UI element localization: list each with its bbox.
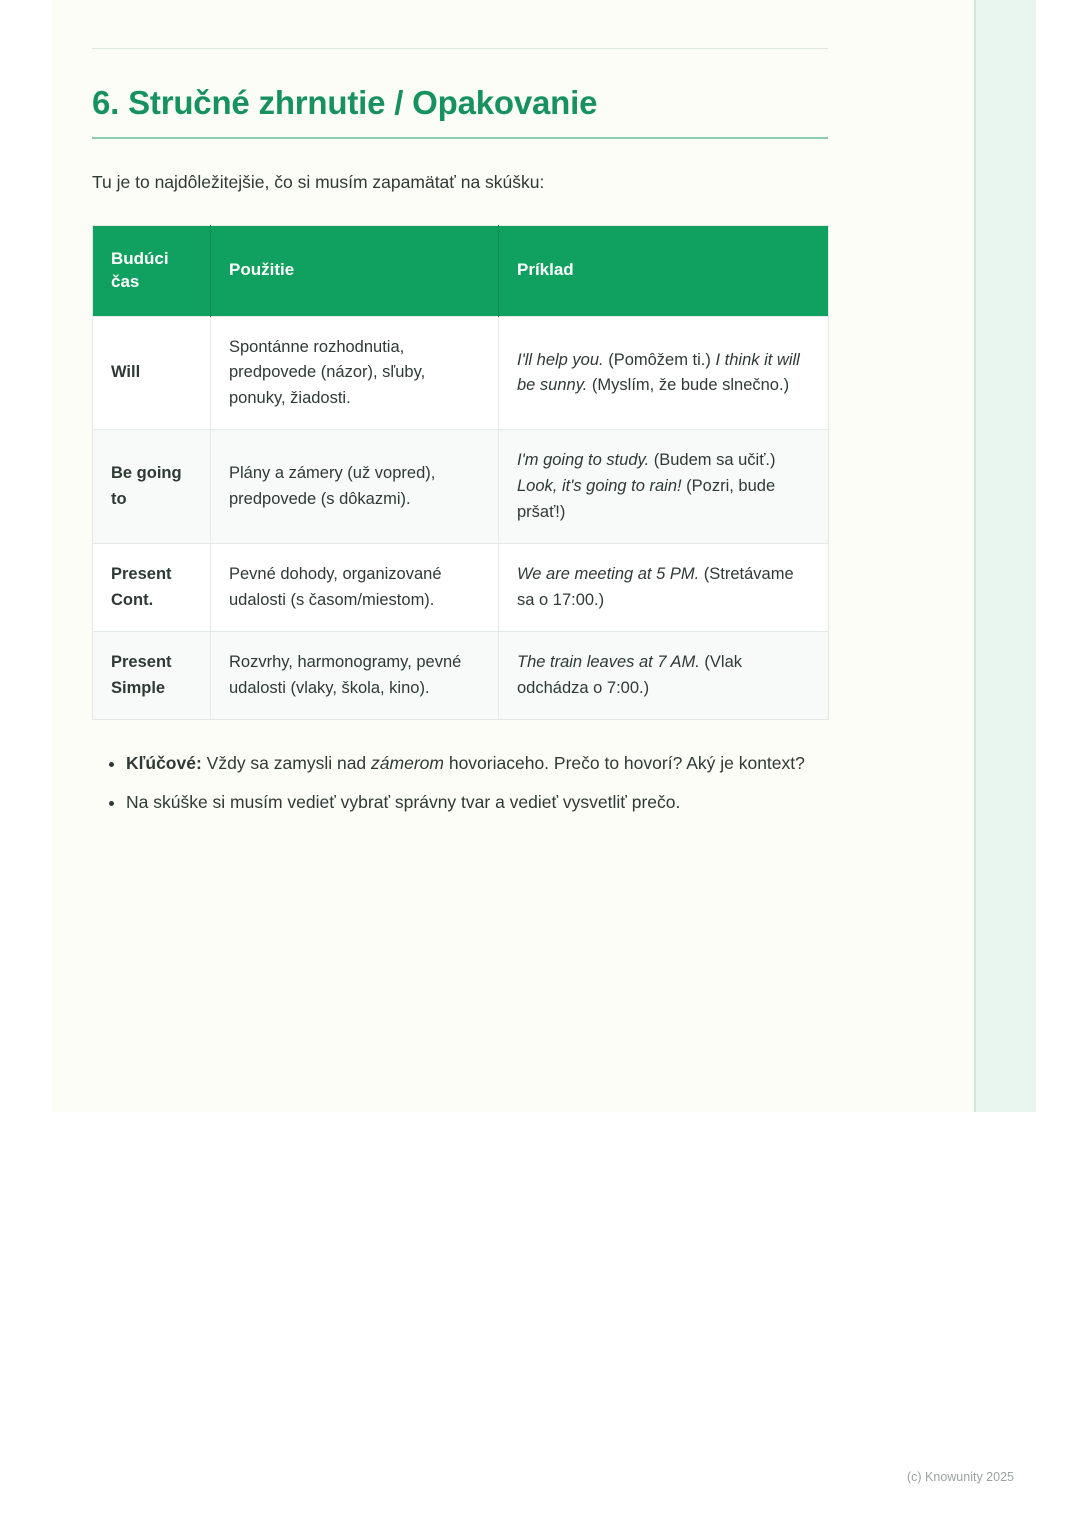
example-italic-1: We are meeting at 5 PM. bbox=[517, 565, 700, 584]
table-header bbox=[93, 225, 829, 316]
cell-example bbox=[499, 316, 829, 430]
note-content bbox=[92, 48, 828, 829]
example-plain-1: (Pomôžem ti.) bbox=[603, 350, 716, 369]
list-item bbox=[126, 789, 828, 816]
example-italic-1: I'll help you. bbox=[517, 350, 604, 369]
cell-usage: Spontánne rozhodnutia, predpovede (názor), sľuby, ponuky, žiadosti. bbox=[211, 316, 499, 430]
title-divider bbox=[92, 137, 828, 139]
summary-table bbox=[92, 225, 829, 721]
cell-usage: Rozvrhy, harmonogramy, pevné udalosti (vlaky, škola, kino). bbox=[211, 632, 499, 720]
example-plain-1: (Stretávame sa o 17:00.) bbox=[517, 565, 794, 609]
cell-example bbox=[499, 544, 829, 632]
accent-side-strip bbox=[974, 0, 1036, 1112]
note-sheet bbox=[52, 0, 1036, 1112]
table-row bbox=[93, 430, 829, 544]
cell-usage: Pevné dohody, organizované udalosti (s časom/miestom). bbox=[211, 544, 499, 632]
example-italic-2: Look, it's going to rain! bbox=[517, 476, 682, 495]
list-item bbox=[126, 750, 828, 777]
example-plain-2: (Myslím, že bude slnečno.) bbox=[587, 376, 790, 395]
example-italic-1: The train leaves at 7 AM. bbox=[517, 653, 700, 672]
intro-paragraph: Tu je to najdôležitejšie, čo si musím zapamätať na skúšku: bbox=[92, 171, 545, 192]
cell-tense: Be going to bbox=[93, 430, 211, 544]
table-row bbox=[93, 544, 829, 632]
example-italic-2: I think it will be sunny. bbox=[517, 350, 800, 395]
note-bold: Kľúčové: bbox=[126, 753, 202, 774]
notes-list bbox=[92, 750, 828, 816]
table-row bbox=[93, 632, 829, 720]
top-divider bbox=[92, 48, 828, 49]
cell-tense: Present Simple bbox=[93, 632, 211, 720]
cell-example bbox=[499, 430, 829, 544]
example-plain-1: (Budem sa učiť.) bbox=[649, 451, 776, 470]
column-header-tense: Budúci čas bbox=[93, 225, 211, 316]
table-row bbox=[93, 316, 829, 430]
cell-example bbox=[499, 632, 829, 720]
table-body bbox=[93, 316, 829, 720]
column-header-usage: Použitie bbox=[211, 225, 499, 316]
example-plain-2: (Pozri, bude pršať!) bbox=[517, 476, 776, 521]
cell-tense: Will bbox=[93, 316, 211, 430]
table-header-row bbox=[93, 225, 829, 316]
note-text-1: Na skúške si musím vedieť vybrať správny tvar a vedieť vysvetliť prečo. bbox=[126, 792, 681, 813]
cell-tense: Present Cont. bbox=[93, 544, 211, 632]
copyright-footer: (c) Knowunity 2025 bbox=[906, 1470, 1014, 1484]
example-plain-1: (Vlak odchádza o 7:00.) bbox=[517, 653, 742, 697]
note-text-2: hovoriaceho. Prečo to hovorí? Aký je kontext? bbox=[443, 753, 805, 774]
note-italic: zámerom bbox=[371, 753, 444, 774]
page-title: 6. Stručné zhrnutie / Opakovanie bbox=[92, 84, 598, 121]
column-header-example: Príklad bbox=[499, 225, 829, 316]
note-text-1: Vždy sa zamysli nad bbox=[201, 753, 372, 774]
cell-usage: Plány a zámery (už vopred), predpovede (s dôkazmi). bbox=[211, 430, 499, 544]
example-italic-1: I'm going to study. bbox=[517, 451, 650, 470]
